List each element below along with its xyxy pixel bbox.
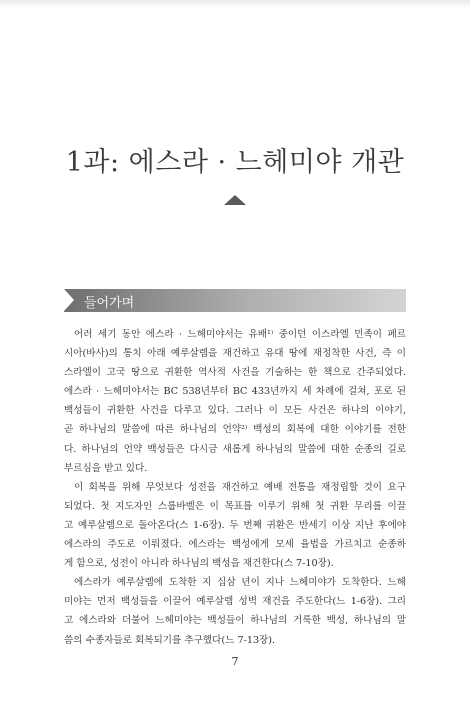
chapter-title: 1과: 에스라 · 느헤미야 개관: [65, 147, 405, 178]
text-line: 되었다. 첫 지도자인 스룹바벨은 이 목표를 이루기 위해 첫 귀환 무리를 이끌: [64, 500, 406, 512]
triangle-ornament-icon: [224, 195, 246, 205]
text-line: 이 회복을 위해 무엇보다 성전을 재건하고 예배 전통을 재정립할 것이 요구: [74, 481, 406, 493]
page-number: 7: [231, 655, 239, 668]
text-line: 다. 하나님의 언약 백성들은 다시금 새롭게 하나님의 말씀에 대한 순종의 길로: [64, 443, 406, 455]
text-line: 고 에스라와 더불어 느헤미야는 백성들이 하나님의 거룩한 백성, 하나님의 말: [64, 615, 406, 627]
text-line: 시아(바사)의 통치 아래 예루살렘을 재건하고 유대 땅에 재정착한 사건, 즉 이: [64, 348, 406, 360]
text-line: 백성들이 귀환한 사건을 다루고 있다. 그러나 이 모든 사건은 하나의 이야기,: [64, 405, 406, 417]
page-top-shadow: [0, 0, 470, 8]
text-line: 에스라가 예루살렘에 도착한 지 십삼 년이 지나 느헤미야가 도착한다. 느헤: [74, 577, 406, 589]
text-line: 어러 세기 동안 에스라 · 느헤미야서는 유배¹⁾ 중이던 이스라엘 민족이 페르: [74, 329, 406, 340]
text-line: 에스라 · 느헤미야서는 BC 538년부터 BC 433년까지 세 차례에 걸쳐, 포로 된: [64, 386, 406, 398]
text-line: 부르심을 받고 있다.: [64, 462, 148, 474]
text-line: 에스라의 주도로 이뤄졌다. 에스라는 백성에게 모세 율법을 가르치고 순종하: [64, 539, 406, 551]
section-heading-label: 들어가며: [84, 296, 135, 311]
text-line: 고 예루살렘으로 돌아온다(스 1-6장). 두 번째 귀환은 반세기 이상 지난 후에야: [64, 519, 406, 531]
text-line: 게 함으로, 성전이 아니라 하나님의 백성을 재건한다(스 7-10장).: [64, 558, 334, 570]
body-text: [64, 325, 406, 650]
text-line: 스라엘이 고국 땅으로 귀환한 역사적 사건을 기술하는 한 책으로 간주되었다.: [64, 367, 406, 379]
text-line: 씀의 수종자들로 회복되기를 추구했다(느 7-13장).: [64, 634, 276, 646]
chevron-right-icon: [64, 289, 74, 311]
section-heading-bar: [64, 289, 406, 312]
text-line: 곧 하나님의 말씀에 따른 하나님의 언약²⁾ 백성의 회복에 대한 이야기를 전한: [64, 424, 406, 436]
text-line: 미야는 먼저 백성들을 이끌어 예루살렘 성벽 재건을 주도한다(느 1-6장). 그리: [64, 596, 406, 608]
